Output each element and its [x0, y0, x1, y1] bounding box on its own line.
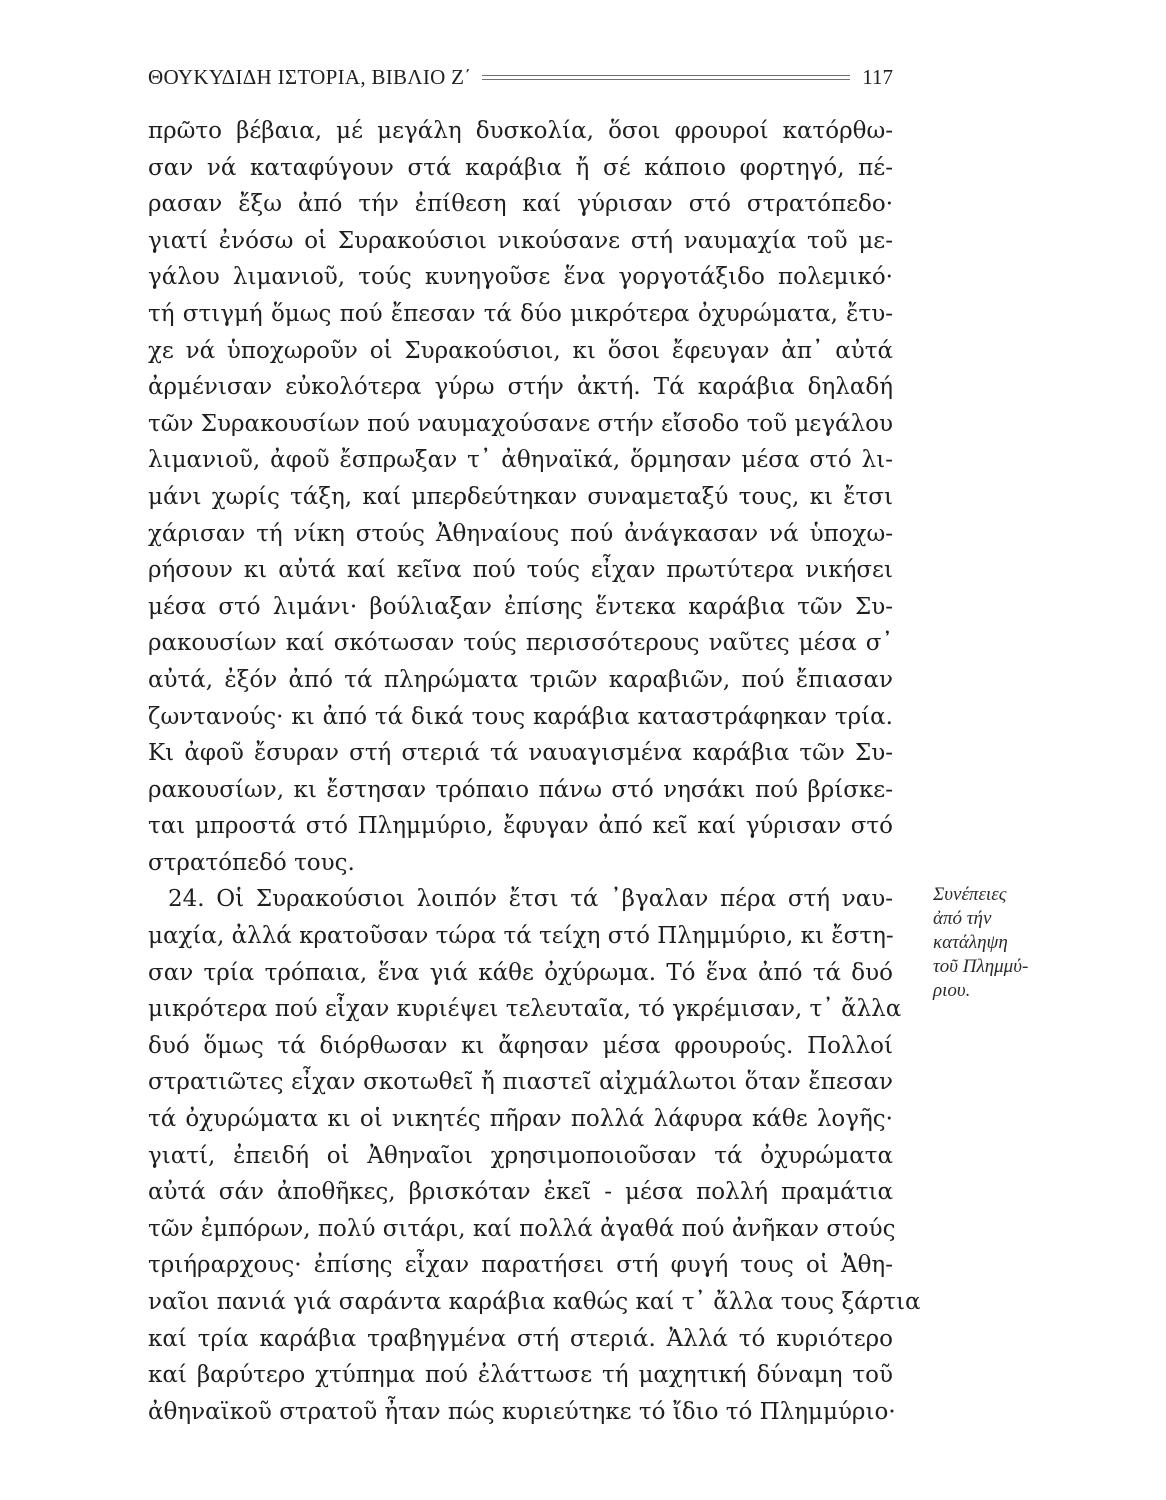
marginal-note-line: κατάληψη — [933, 932, 1008, 953]
text-line: τή στιγμή ὅμως πού ἔπεσαν τά δύο μικρότερα ὀχυρώματα, ἔτυ- — [148, 300, 893, 327]
marginal-note-line: Συνέπειες — [933, 884, 1007, 905]
text-line: χάρισαν τή νίκη στούς Ἀθηναίους πού ἀνάγκασαν νά ὑποχω- — [148, 520, 893, 547]
marginal-note-line: ἀπό τήν — [933, 908, 992, 929]
text-line: ἀθηναϊκοῦ στρατοῦ ἦταν πώς κυριεύτηκε τό ἴδιο τό Πλημμύριο· — [148, 1398, 896, 1425]
marginal-note — [933, 883, 1043, 1003]
text-line: στρατόπεδό τους. — [148, 849, 355, 876]
text-line: ται μπροστά στό Πλημμύριο, ἔφυγαν ἀπό κεῖ καί γύρισαν στό — [148, 813, 893, 840]
text-line: γιατί ἐνόσω οἱ Συρακούσιοι νικούσανε στή ναυμαχία τοῦ με- — [148, 227, 893, 254]
text-line: ναῖοι πανιά γιά σαράντα καράβια καθώς καί τ᾿ ἄλλα τους ξάρτια — [148, 1289, 921, 1315]
header-rule — [482, 75, 851, 80]
text-line: σαν τρία τρόπαια, ἕνα γιά κάθε ὀχύρωμα. Τό ἕνα ἀπό τά δυό — [148, 959, 893, 986]
text-line: τά ὀχυρώματα κι οἱ νικητές πῆραν πολλά λάφυρα κάθε λογῆς· — [148, 1106, 893, 1133]
text-line: σαν νά καταφύγουν στά καράβια ἤ σέ κάποιο φορτηγό, πέ- — [148, 154, 893, 181]
section-24-start: 24. Οἱ Συρακούσιοι λοιπόν ἔτσι τά ᾿βγαλαν πέρα στή ναυ- — [168, 886, 893, 913]
text-line: καί τρία καράβια τραβηγμένα στή στεριά. Ἀλλά τό κυριότερο — [148, 1325, 893, 1352]
text-line: λιμανιοῦ, ἀφοῦ ἔσπρωξαν τ᾿ ἀθηναϊκά, ὅρμησαν μέσα στό λι- — [148, 447, 893, 474]
text-line: αὐτά, ἐξόν ἀπό τά πληρώματα τριῶν καραβιῶν, πού ἔπιασαν — [148, 666, 893, 693]
text-line: μαχία, ἀλλά κρατοῦσαν τώρα τά τείχη στό Πλημμύριο, κι ἔστη- — [148, 923, 894, 950]
main-text — [148, 113, 921, 1430]
text-line: πρῶτο βέβαια, μέ μεγάλη δυσκολία, ὅσοι φρουροί κατόρθω- — [148, 118, 893, 144]
text-line: τῶν Συρακουσίων πού ναυμαχούσανε στήν εἴσοδο τοῦ μεγάλου — [148, 410, 893, 437]
text-line: γάλου λιμανιοῦ, τούς κυνηγοῦσε ἕνα γοργοτάξιδο πολεμικό· — [148, 264, 893, 291]
text-line: στρατιῶτες εἶχαν σκοτωθεῖ ἤ πιαστεῖ αἰχμάλωτοι ὅταν ἔπεσαν — [148, 1069, 893, 1096]
page-number: 117 — [862, 64, 893, 89]
text-line: μέσα στό λιμάνι· βούλιαξαν ἐπίσης ἕντεκα καράβια τῶν Συ- — [148, 593, 893, 620]
marginal-note-line: τοῦ Πλημμύ- — [933, 956, 1029, 977]
text-line: καί βαρύτερο χτύπημα πού ἐλάττωσε τή μαχητική δύναμη τοῦ — [148, 1362, 893, 1389]
text-line: τῶν ἐμπόρων, πολύ σιτάρι, καί πολλά ἀγαθά πού ἀνῆκαν στούς — [148, 1215, 896, 1242]
text-line: τριήραρχους· ἐπίσης εἶχαν παρατήσει στή φυγή τους οἱ Ἀθη- — [148, 1252, 893, 1279]
text-line: ρακουσίων, κι ἔστησαν τρόπαιο πάνω στό νησάκι πού βρίσκε- — [148, 776, 893, 803]
text-line: ἀρμένισαν εὐκολότερα γύρω στήν ἀκτή. Τά καράβια δηλαδή — [148, 374, 893, 401]
text-line: ρήσουν κι αὐτά καί κεῖνα πού τούς εἶχαν πρωτύτερα νικήσει — [148, 557, 893, 584]
text-line: ρακουσίων καί σκότωσαν τούς περισσότερους ναῦτες μέσα σ᾿ — [148, 630, 893, 657]
text-line: ρασαν ἔξω ἀπό τήν ἐπίθεση καί γύρισαν στό στρατόπεδο· — [148, 191, 893, 218]
text-line: ζωντανούς· κι ἀπό τά δικά τους καράβια καταστράφηκαν τρία. — [148, 703, 893, 730]
text-line: αὐτά σάν ἀποθῆκες, βρισκόταν ἐκεῖ - μέσα πολλή πραμάτια — [148, 1179, 893, 1206]
text-line: γιατί, ἐπειδή οἱ Ἀθηναῖοι χρησιμοποιοῦσαν τά ὀχυρώματα — [148, 1142, 893, 1169]
running-header — [148, 62, 893, 92]
running-title: ΘΟΥΚΥΔΙΔΗ ΙΣΤΟΡΙΑ, ΒΙΒΛΙΟ Ζ΄ — [148, 64, 472, 89]
text-line: χε νά ὑποχωροῦν οἱ Συρακούσιοι, κι ὅσοι ἔφευγαν ἀπ᾿ αὐτά — [148, 337, 893, 364]
text-line: μάνι χωρίς τάξη, καί μπερδεύτηκαν συναμεταξύ τους, κι ἔτσι — [148, 483, 893, 510]
text-line: μικρότερα πού εἶχαν κυριέψει τελευταῖα, τό γκρέμισαν, τ᾿ ἄλλα — [148, 996, 902, 1023]
marginal-note-line: ριου. — [933, 980, 971, 1001]
text-line: δυό ὅμως τά διόρθωσαν κι ἄφησαν μέσα φρουρούς. Πολλοί — [148, 1032, 893, 1059]
text-line: Κι ἀφοῦ ἔσυραν στή στεριά τά ναυαγισμένα καράβια τῶν Συ- — [148, 740, 893, 767]
